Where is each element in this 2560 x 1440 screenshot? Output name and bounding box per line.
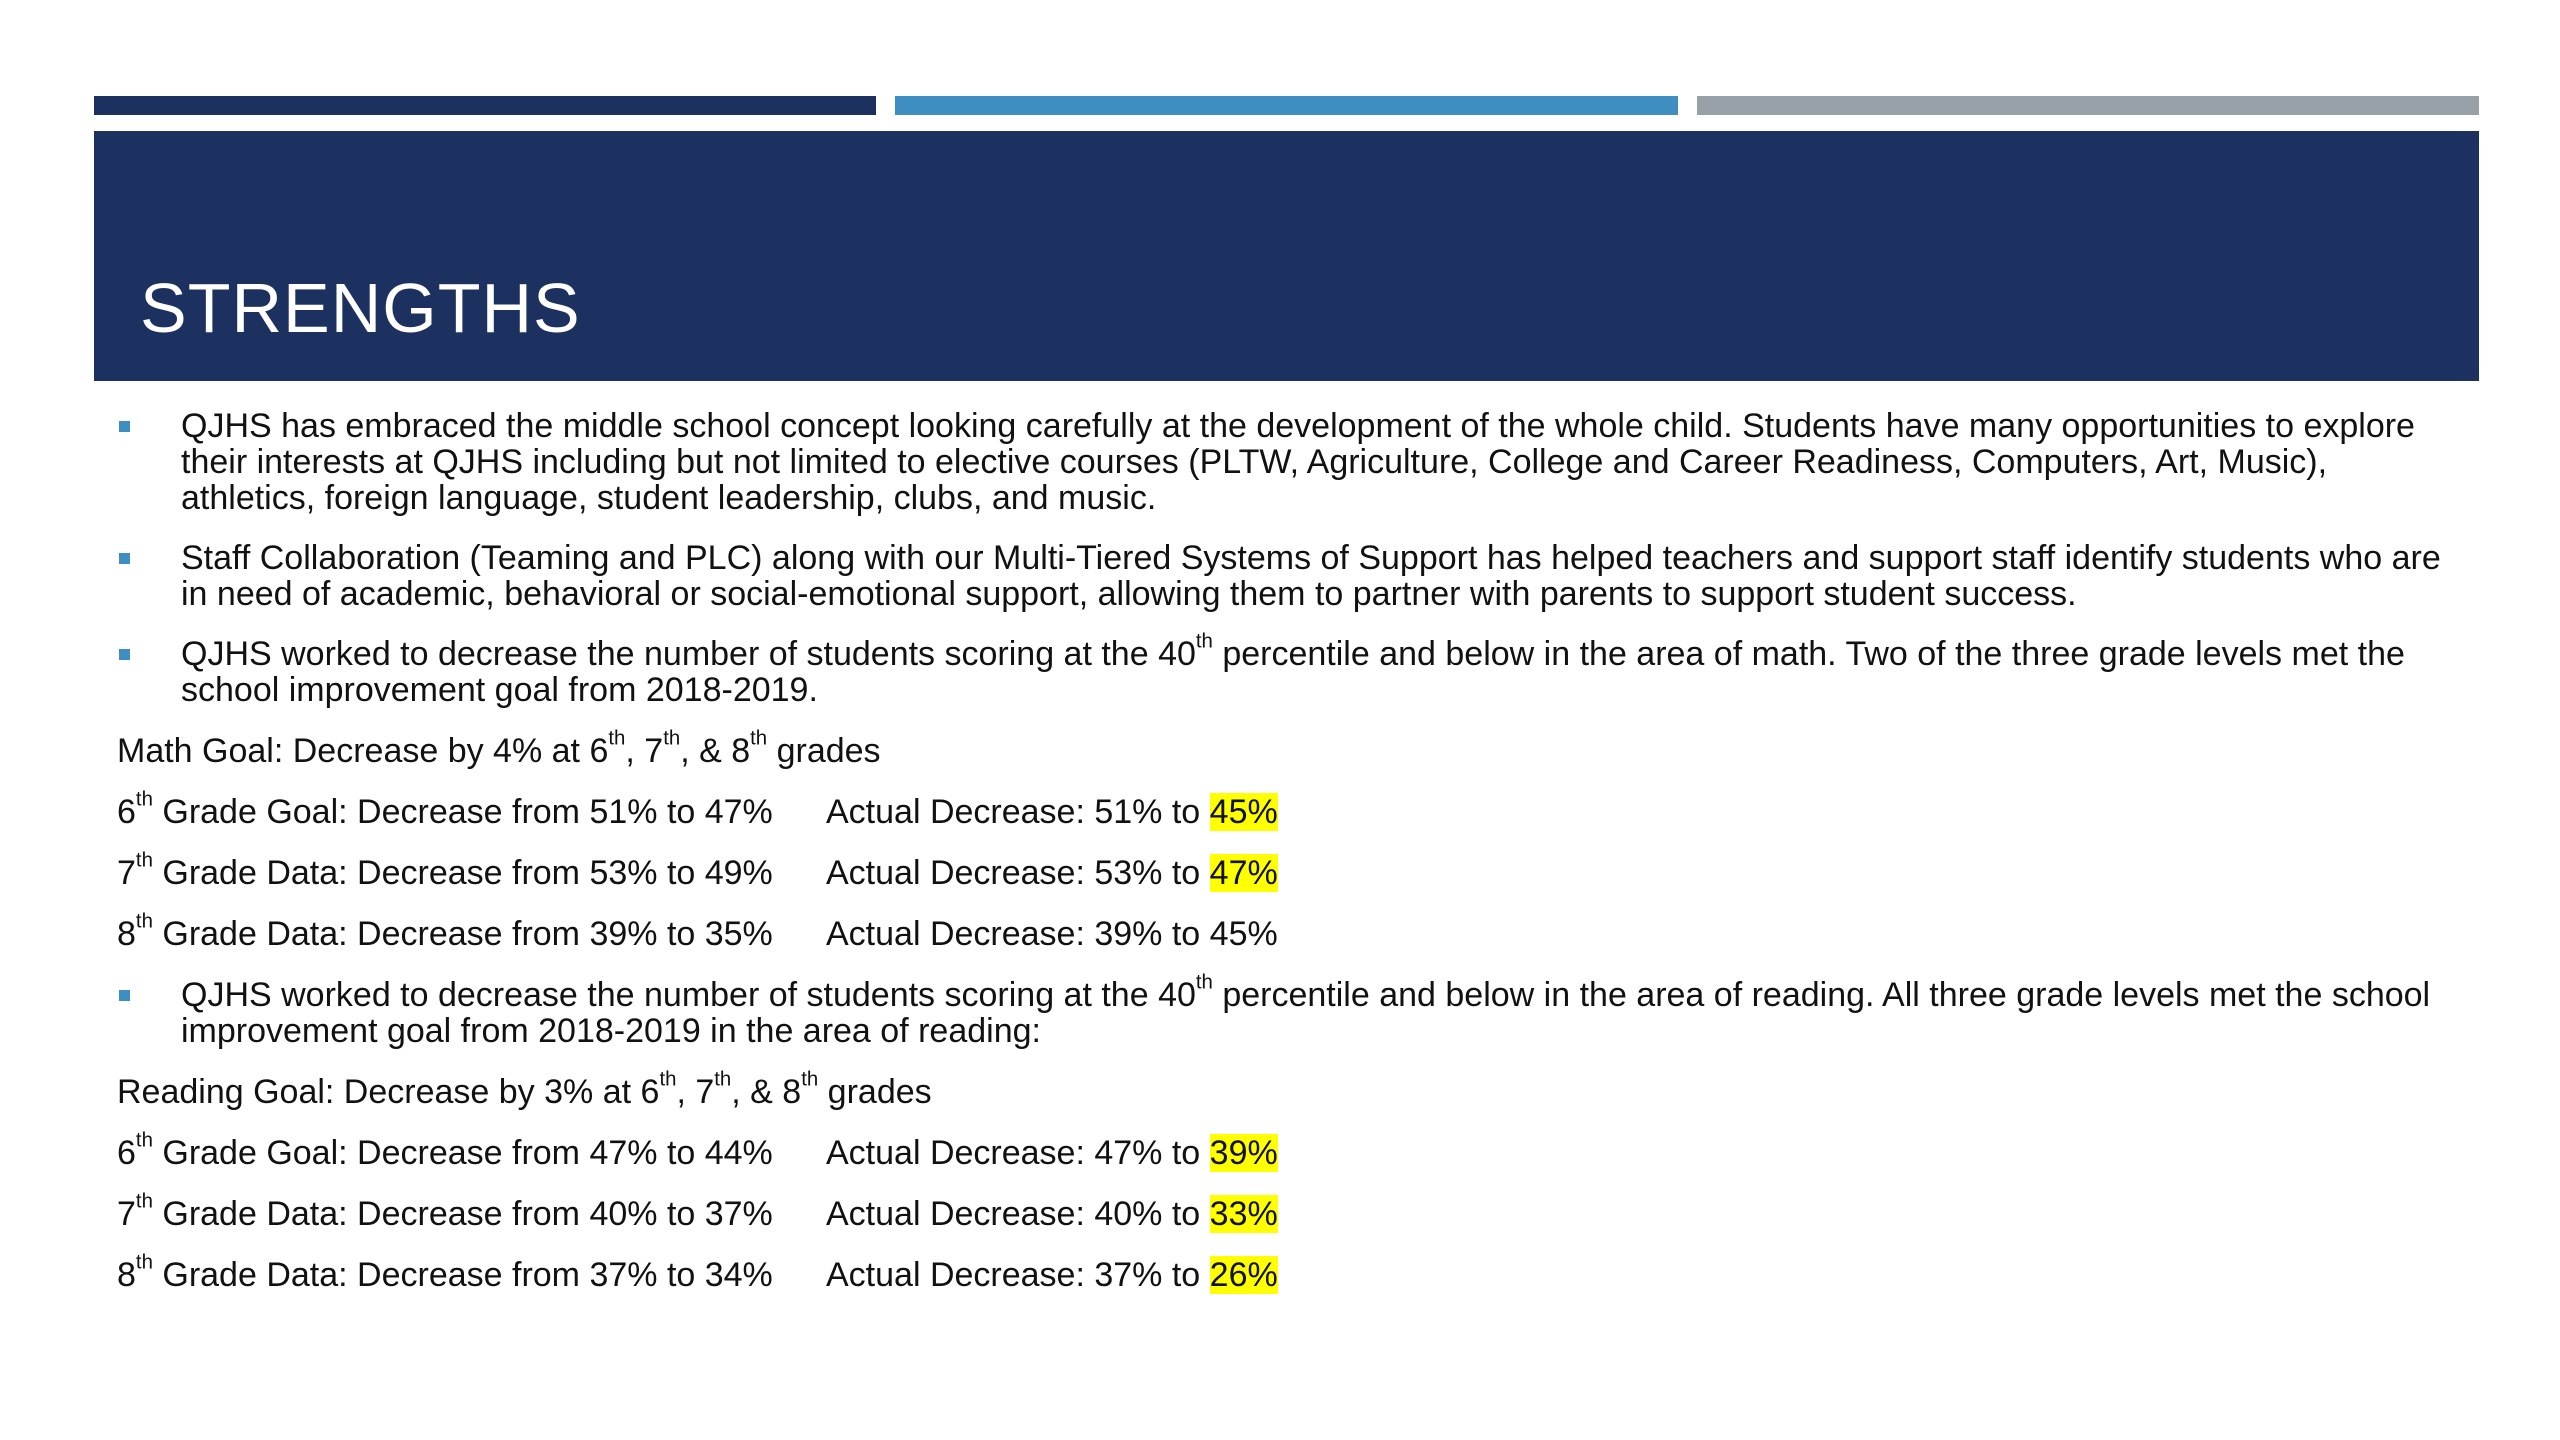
grade-goal-text: 6th Grade Goal: Decrease from 51% to 47% bbox=[117, 788, 773, 831]
slide-content bbox=[117, 408, 2457, 1318]
slide-title: STRENGTHS bbox=[140, 269, 581, 347]
highlighted-value: 45% bbox=[1209, 793, 1278, 831]
bullet-item bbox=[117, 630, 2457, 709]
bullet-item bbox=[117, 971, 2457, 1050]
accent-bar-blue bbox=[895, 96, 1678, 115]
highlighted-value: 47% bbox=[1209, 854, 1278, 892]
square-bullet-icon bbox=[119, 421, 130, 432]
reading-goal-line: Reading Goal: Decrease by 3% at 6th, 7th, & 8th grades bbox=[117, 1068, 932, 1111]
square-bullet-icon bbox=[119, 990, 130, 1001]
math-grade-row bbox=[117, 849, 2457, 892]
grade-goal-text: 7th Grade Data: Decrease from 53% to 49% bbox=[117, 849, 773, 892]
bullet-item bbox=[117, 540, 2457, 612]
actual-decrease-text: Actual Decrease: 51% to 45% bbox=[826, 793, 1278, 831]
bullet-text: QJHS has embraced the middle school concept looking carefully at the development of the whole child. Students have many opportunities to explore their interests at QJHS including but not limited to elective courses (PLTW, Agriculture, College and Career Readiness, Computers, Art, Music), athletics, foreign language, student leadership, clubs, and music. bbox=[181, 407, 2415, 517]
highlighted-value: 26% bbox=[1209, 1256, 1278, 1294]
actual-decrease-text: Actual Decrease: 40% to 33% bbox=[826, 1195, 1278, 1233]
reading-grade-row bbox=[117, 1251, 2457, 1294]
accent-bar-gray bbox=[1697, 96, 2479, 115]
actual-decrease-text: Actual Decrease: 37% to 26% bbox=[826, 1256, 1278, 1294]
actual-decrease-text: Actual Decrease: 39% to 45% bbox=[826, 915, 1278, 953]
math-goal-line: Math Goal: Decrease by 4% at 6th, 7th, & 8th grades bbox=[117, 727, 881, 770]
reading-grade-row bbox=[117, 1190, 2457, 1233]
grade-goal-text: 8th Grade Data: Decrease from 39% to 35% bbox=[117, 910, 773, 953]
math-grade-row bbox=[117, 910, 2457, 953]
grade-goal-text: 7th Grade Data: Decrease from 40% to 37% bbox=[117, 1190, 773, 1233]
bullet-text: QJHS worked to decrease the number of students scoring at the 40th percentile and below in the area of math. Two of the three grade levels met the school improvement goal from 2018-2019. bbox=[181, 630, 2405, 709]
square-bullet-icon bbox=[119, 553, 130, 564]
actual-decrease-text: Actual Decrease: 47% to 39% bbox=[826, 1134, 1278, 1172]
bullet-text: QJHS worked to decrease the number of students scoring at the 40th percentile and below in the area of reading. All three grade levels met the school improvement goal from 2018-2019 in the area of reading: bbox=[181, 971, 2431, 1050]
grade-goal-text: 6th Grade Goal: Decrease from 47% to 44% bbox=[117, 1129, 773, 1172]
highlighted-value: 39% bbox=[1209, 1134, 1278, 1172]
highlighted-value: 33% bbox=[1209, 1195, 1278, 1233]
accent-bar-navy bbox=[94, 96, 876, 115]
math-grade-row bbox=[117, 788, 2457, 831]
bullet-item bbox=[117, 408, 2457, 516]
actual-value: 45% bbox=[1209, 915, 1278, 953]
actual-decrease-text: Actual Decrease: 53% to 47% bbox=[826, 854, 1278, 892]
bullet-text: Staff Collaboration (Teaming and PLC) along with our Multi-Tiered Systems of Support has helped teachers and support staff identify students who are in need of academic, behavioral or social-emotional support, allowing them to partner with parents to support student success. bbox=[181, 539, 2441, 613]
title-banner bbox=[94, 131, 2479, 381]
reading-grade-row bbox=[117, 1129, 2457, 1172]
grade-goal-text: 8th Grade Data: Decrease from 37% to 34% bbox=[117, 1251, 773, 1294]
square-bullet-icon bbox=[119, 649, 130, 660]
